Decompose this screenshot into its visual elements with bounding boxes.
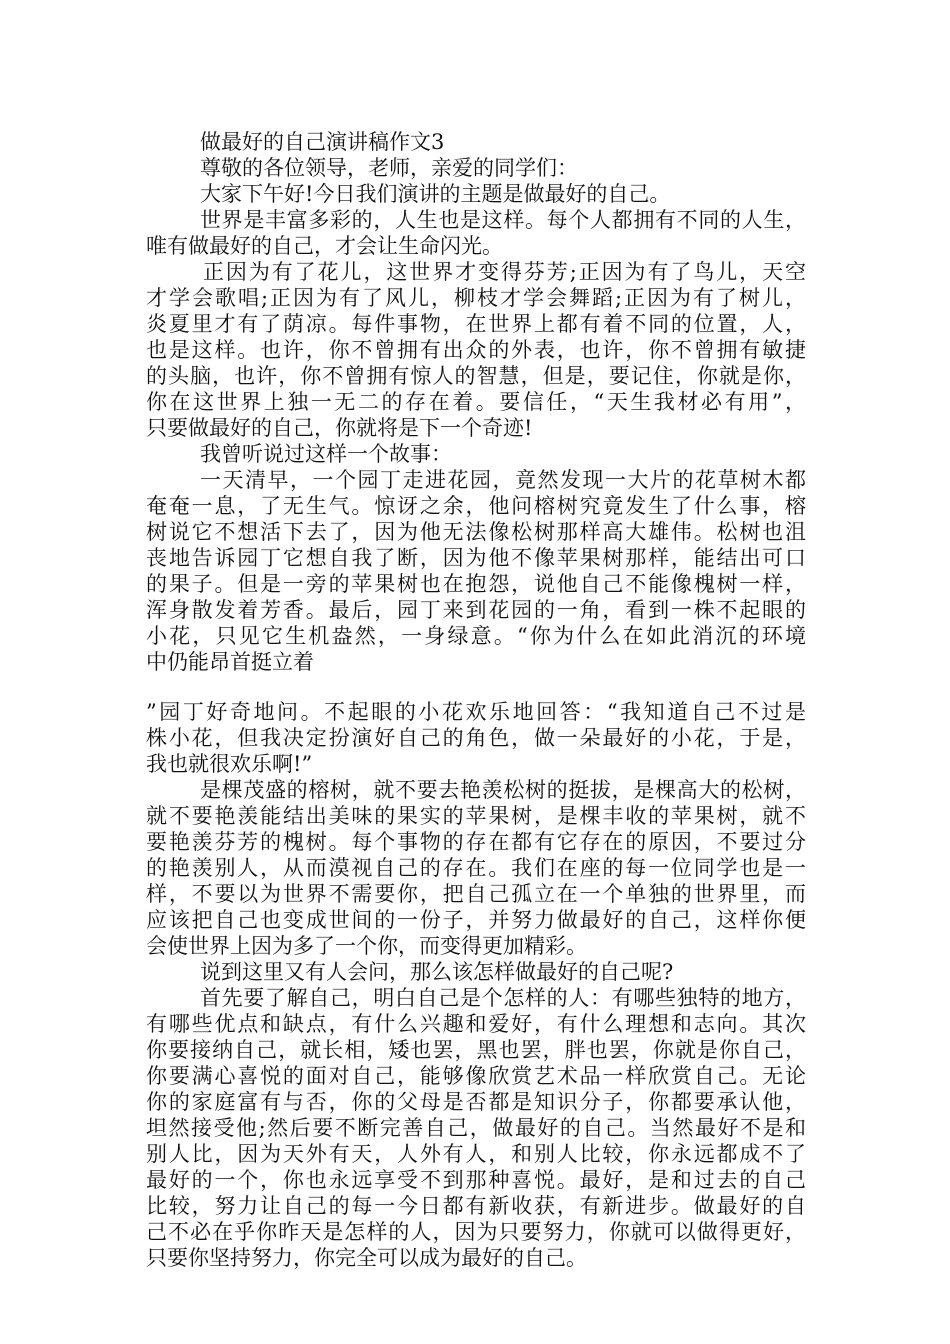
- paragraph-7-line: 你要接纳自己，就长相，矮也罢，黑也罢，胖也罢，你就是你自己，: [146, 1038, 806, 1062]
- paragraph-5-line: 是棵茂盛的榕树，就不要去艳羡松树的挺拔，是棵高大的松树，: [200, 778, 806, 802]
- paragraph-7-line: 最好的一个，你也永远享受不到那种喜悦。最好，是和过去的自己: [146, 1168, 806, 1192]
- opening-line: 大家下午好!今日我们演讲的主题是做最好的自己。: [200, 182, 671, 206]
- paragraph-4-line: 浑身散发着芳香。最后，园丁来到花园的一角，看到一株不起眼的: [146, 598, 806, 622]
- paragraph-5-line: 会使世界上因为多了一个你，而变得更加精彩。: [146, 934, 587, 958]
- paragraph-7-line: 坦然接受他;然后要不断完善自己，做最好的自己。当然最好不是和: [146, 1116, 806, 1140]
- paragraph-2-line: 才学会歌唱;正因为有了风儿，柳枝才学会舞蹈;正因为有了树儿，: [146, 286, 806, 310]
- paragraph-7-line: 首先要了解自己，明白自己是个怎样的人：有哪些独特的地方，: [200, 986, 806, 1010]
- paragraph-2-line: 你在这世界上独一无二的存在着。要信任，“天生我材必有用”，: [146, 390, 806, 414]
- paragraph-6-line: 说到这里又有人会问，那么该怎样做最好的自己呢?: [200, 960, 674, 984]
- paragraph-5-line: 就不要艳羡能结出美味的果实的苹果树，是棵丰收的苹果树，就不: [146, 804, 806, 828]
- paragraph-5-line: 样，不要以为世界不需要你，把自己孤立在一个单独的世界里，而: [146, 882, 806, 906]
- document-title: 做最好的自己演讲稿作文3: [200, 130, 445, 154]
- paragraph-7-line: 有哪些优点和缺点，有什么兴趣和爱好，有什么理想和志向。其次: [146, 1012, 806, 1036]
- paragraph-4-line: 中仍能昂首挺立着: [146, 650, 314, 674]
- paragraph-2-line: 正因为有了花儿，这世界才变得芬芳;正因为有了鸟儿，天空: [203, 260, 806, 284]
- paragraph-4-continuation-line: ”园丁好奇地问。不起眼的小花欢乐地回答：“我知道自己不过是: [146, 700, 806, 724]
- paragraph-7-line: 比较，努力让自己的每一今日都有新收获，有新进步。做最好的自: [146, 1194, 806, 1218]
- paragraph-3-line: 我曾听说过这样一个故事：: [200, 442, 452, 466]
- paragraph-7-line: 只要你坚持努力，你完全可以成为最好的自己。: [146, 1246, 587, 1270]
- paragraph-7-line: 己不必在乎你昨天是怎样的人，因为只要努力，你就可以做得更好，: [146, 1220, 806, 1244]
- paragraph-2-line: 只要做最好的自己，你就将是下一个奇迹!: [146, 416, 533, 440]
- paragraph-4-line: 奄奄一息，了无生气。惊讶之余，他问榕树究竟发生了什么事，榕: [146, 494, 806, 518]
- paragraph-4-line: 丧地告诉园丁它想自我了断，因为他不像苹果树那样，能结出可口: [146, 546, 806, 570]
- paragraph-7-line: 别人比，因为天外有天，人外有人，和别人比较，你永远都成不了: [146, 1142, 806, 1166]
- paragraph-2-line: 炎夏里才有了荫凉。每件事物，在世界上都有着不同的位置，人，: [146, 312, 806, 336]
- paragraph-5-line: 应该把自己也变成世间的一份子，并努力做最好的自己，这样你便: [146, 908, 806, 932]
- paragraph-2-line: 也是这样。也许，你不曾拥有出众的外表，也许，你不曾拥有敏捷: [146, 338, 806, 362]
- paragraph-5-line: 的艳羡别人，从而漠视自己的存在。我们在座的每一位同学也是一: [146, 856, 806, 880]
- paragraph-7-line: 你的家庭富有与否，你的父母是否都是知识分子，你都要承认他，: [146, 1090, 806, 1114]
- paragraph-4-line: 小花，只见它生机盎然，一身绿意。“你为什么在如此消沉的环境: [146, 624, 806, 648]
- paragraph-1-line: 唯有做最好的自己，才会让生命闪光。: [146, 234, 503, 258]
- paragraph-5-line: 要艳羡芬芳的槐树。每个事物的存在都有它存在的原因，不要过分: [146, 830, 806, 854]
- greeting: 尊敬的各位领导，老师，亲爱的同学们：: [200, 156, 578, 180]
- paragraph-4-continuation-line: 我也就很欢乐啊!”: [146, 752, 313, 776]
- paragraph-2-line: 的头脑，也许，你不曾拥有惊人的智慧，但是，要记住，你就是你，: [146, 364, 806, 388]
- paragraph-4-line: 一天清早，一个园丁走进花园，竟然发现一大片的花草树木都: [200, 468, 806, 492]
- paragraph-1-line: 世界是丰富多彩的，人生也是这样。每个人都拥有不同的人生，: [200, 208, 806, 232]
- paragraph-7-line: 你要满心喜悦的面对自己，能够像欣赏艺术品一样欣赏自己。无论: [146, 1064, 806, 1088]
- paragraph-4-line: 的果子。但是一旁的苹果树也在抱怨，说他自己不能像槐树一样，: [146, 572, 806, 596]
- paragraph-4-line: 树说它不想活下去了，因为他无法像松树那样高大雄伟。松树也沮: [146, 520, 806, 544]
- paragraph-4-continuation-line: 株小花，但我决定扮演好自己的角色，做一朵最好的小花，于是，: [146, 726, 806, 750]
